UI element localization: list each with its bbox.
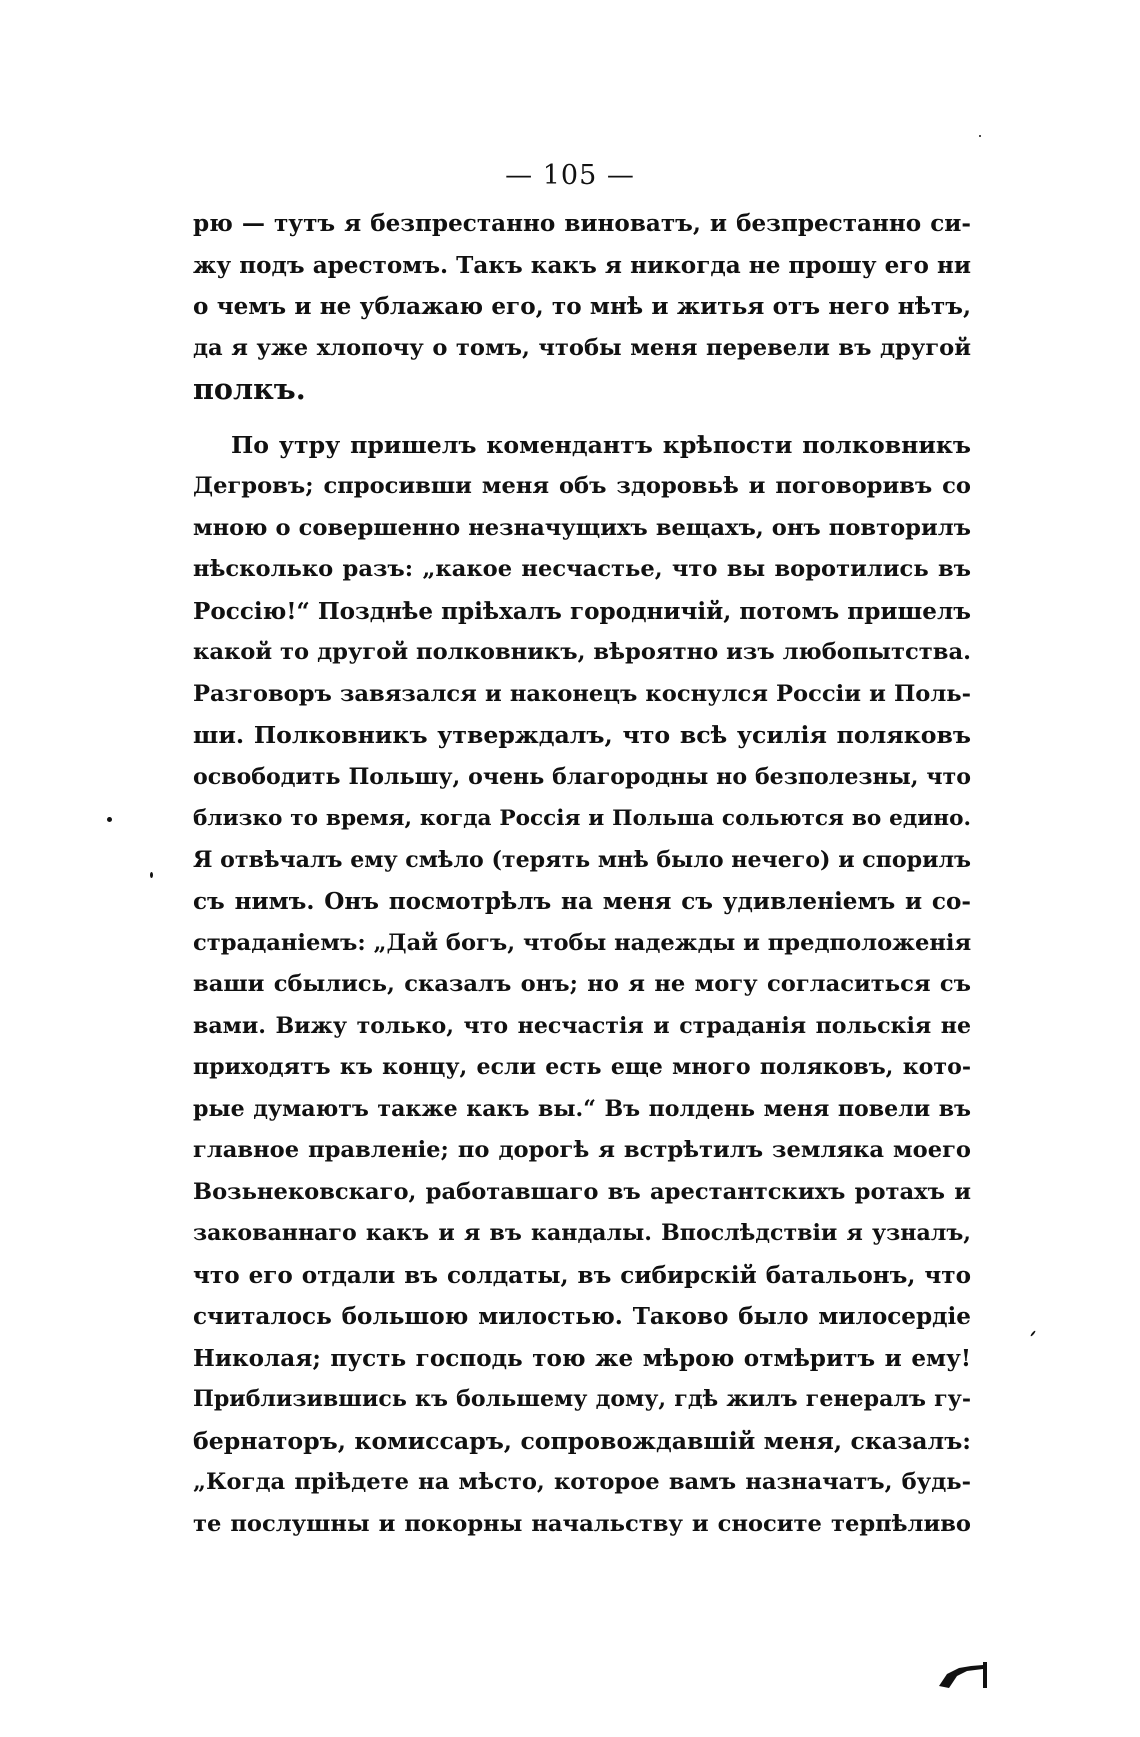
text-line: мною о совершенно незначущихъ вещахъ, онъ повторилъ xyxy=(193,514,971,541)
text-line: нѣсколько разъ: „какое несчастье, что вы воротились въ xyxy=(193,556,971,582)
body-text xyxy=(193,203,971,1545)
text-line: близко то время, когда Россія и Польша сольются во едино. xyxy=(193,806,971,831)
text-line: закованнаго какъ и я въ кандалы. Впослѣдствіи я узналъ, xyxy=(193,1220,971,1246)
text-line: Николая; пусть господь тою же мѣрою отмѣритъ и ему! xyxy=(193,1344,971,1372)
text-line: что его отдали въ солдаты, въ сибирскій батальонъ, что xyxy=(193,1261,971,1289)
text-line: да я уже хлопочу о томъ, чтобы меня перевели въ другой xyxy=(193,334,971,361)
scan-speck xyxy=(979,135,981,137)
text-line: приходятъ къ концу, если есть еще много поляковъ, кото- xyxy=(193,1054,971,1080)
text-line: о чемъ и не ублажаю его, то мнѣ и житья отъ него нѣтъ, xyxy=(193,293,971,320)
text-line: рю — тутъ я безпрестанно виноватъ, и безпрестанно си- xyxy=(193,210,971,237)
text-line: главное правленіе; по дорогѣ я встрѣтилъ земляка моего xyxy=(193,1137,971,1163)
scan-speck xyxy=(1030,1330,1036,1337)
text-line: съ нимъ. Онъ посмотрѣлъ на меня съ удивленіемъ и со- xyxy=(193,888,971,915)
scan-mark-icon xyxy=(937,1656,989,1690)
paragraph-continued xyxy=(193,203,971,411)
paragraph xyxy=(193,425,971,1546)
text-line: Возьнековскаго, работавшаго въ арестантскихъ ротахъ и xyxy=(193,1178,971,1205)
text-line: ши. Полковникъ утверждалъ, что всѣ усилія поляковъ xyxy=(193,721,971,749)
text-line: освободить Польшу, очень благородны но безполезны, что xyxy=(193,763,971,790)
text-line: страданіемъ: „Дай богъ, чтобы надежды и предположенія xyxy=(193,929,972,956)
text-line: „Когда пріѣдете на мѣсто, которое вамъ назначатъ, будь- xyxy=(193,1469,971,1495)
text-line: ваши сбылись, сказалъ онъ; но я не могу согласиться съ xyxy=(193,971,971,997)
text-line: По утру пришелъ комендантъ крѣпости полковникъ xyxy=(231,430,971,459)
text-line: те послушны и покорны начальству и сносите терпѣливо xyxy=(193,1510,971,1537)
paragraph-gap xyxy=(193,411,971,425)
text-line: Дегровъ; спросивши меня объ здоровьѣ и поговоривъ со xyxy=(193,473,971,499)
text-line: Приблизившись къ большему дому, гдѣ жилъ генералъ гу- xyxy=(193,1386,971,1412)
text-line: Я отвѣчалъ ему смѣло (терять мнѣ было нечего) и спорилъ xyxy=(193,846,971,873)
text-line: вами. Вижу только, что несчастія и страданія польскія не xyxy=(193,1012,971,1039)
scan-speck xyxy=(107,817,112,822)
text-line: бернаторъ, комиссаръ, сопровождавшій меня, сказалъ: xyxy=(193,1426,971,1455)
text-line: рые думаютъ также какъ вы.“ Въ полдень меня повели въ xyxy=(193,1095,971,1122)
scan-speck xyxy=(150,872,153,878)
text-line: какой то другой полковникъ, вѣроятно изъ любопытства. xyxy=(193,639,971,665)
text-line: считалось большою милостью. Таково было милосердіе xyxy=(193,1303,971,1330)
text-line: Разговоръ завязался и наконецъ коснулся Россіи и Поль- xyxy=(193,680,971,707)
text-line: жу подъ арестомъ. Такъ какъ я никогда не прошу его ни xyxy=(193,251,971,279)
text-line: полкъ. xyxy=(193,372,306,406)
text-line: Россію!“ Позднѣе пріѣхалъ городничій, потомъ пришелъ xyxy=(193,597,971,625)
page-number: — 105 — xyxy=(505,160,635,191)
